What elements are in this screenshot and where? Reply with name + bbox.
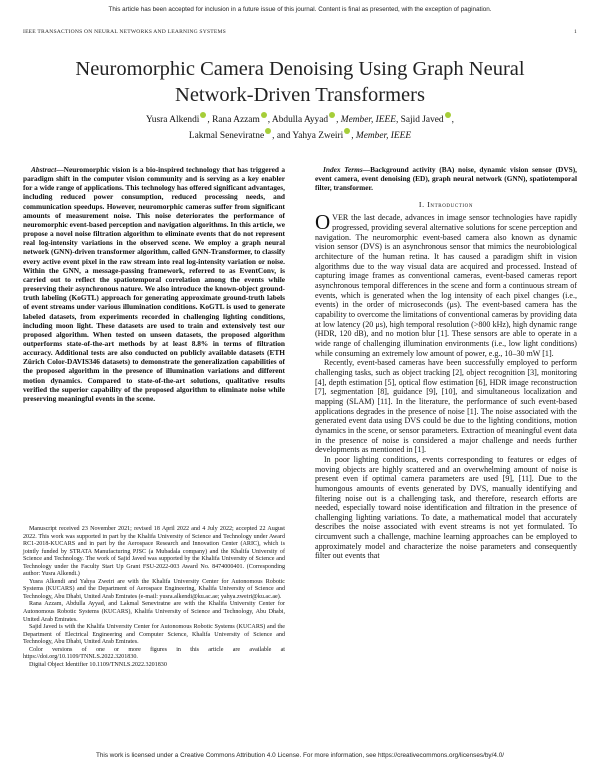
orcid-icon[interactable] <box>344 128 350 134</box>
acceptance-notice: This article has been accepted for inclusion in a future issue of this journal. Content is final as presented, with the exception of pagination. <box>108 6 492 13</box>
index-terms-text: Background activity (BA) noise, dynamic vision sensor (DVS), event camera, event denoising (ED), graph neural network (GNN), spatiotemporal filter, transformer. <box>315 165 577 193</box>
author-role: Member, IEEE <box>355 131 412 142</box>
intro-paragraph: In poor lighting conditions, events corresponding to features or edges of moving objects are highly scattered and an overwhelming amount of noise is present even if optimal camera parameters are used [9], [11]. Due to the humongous amounts of events generated by DVS, manually identifying and filtering noise out is a challenging task, and therefore, research efforts are needed, especially toward noise identification and filtration in the presence of challenging lighting variations. To date, a mathematical model that accurately describes the noise associated with event streams is not yet formulated. To circumvent such a challenge, machine learning approaches can be employed to approximately model and characterize the noise parameters and consequently filter out events that <box>315 454 577 561</box>
footnotes <box>23 526 285 669</box>
footnote: Rana Azzam, Abdulla Ayyad, and Lakmal Seneviratne are with the Khalifa University Center for Autonomous Robotic Systems (KUCARS), Khalifa University of Science and Technology, Abu Dhabi, United Arab Emirates. <box>23 601 285 623</box>
drop-cap: O <box>315 210 331 235</box>
footnote: Digital Object Identifier 10.1109/TNNLS.2022.3201830 <box>29 661 167 668</box>
paper-title: Neuromorphic Camera Denoising Using Graph Neural Network-Driven Transformers <box>75 58 525 106</box>
author-role: Member, IEEE <box>340 115 396 126</box>
left-column <box>23 165 285 403</box>
index-terms-label: Index Terms <box>323 165 363 174</box>
footnote: Yusra Alkendi and Yahya Zweiri are with the Khalifa University Center for Autonomous Robotic Systems (KUCARS) and the Department of Aerospace Engineering, Khalifa University of Science and Technology, Abu Dhabi, United Arab Emirates (e-mail: yusra.alkendi@ku.ac.ae; yahya.zweiri@ku.ac.ae). <box>23 578 285 600</box>
footnote: Manuscript received 23 November 2021; revised 18 April 2022 and 4 July 2022; accepted 22 August 2022. This work was supported in part by the Khalifa University of Science and Technology under Award RC1-2018-KUCARS and in part by the Aerospace Research and Innovation Center (ARIC), which is jointly funded by STRATA Manufacturing PJSC (a Mubadala company) and the Khalifa University of Science and Technology. The work of Sajid Javed was supported by the Khalifa University of Science and Technology under the Faculty Start Up Grant FSU-2022-003 Award No. 8474000401. (Corresponding author: Yusra Alkendi.) <box>23 526 285 578</box>
author-list: Yusra Alkendi , Rana Azzam , Abdulla Ayyad , Member, IEEE, Sajid Javed , Lakmal Seneviratne , and Yahya Zweiri , Member, IEEE <box>40 112 560 144</box>
license-footer: This work is licensed under a Creative Commons Attribution 4.0 License. For more information, see https://creativecommons.org/licenses/by/4.0/ <box>95 752 505 759</box>
footnote: Color versions of one or more figures in this article are available at https://doi.org/10.1109/TNNLS.2022.3201830. <box>23 646 285 661</box>
orcid-icon[interactable] <box>265 128 271 134</box>
orcid-icon[interactable] <box>445 112 451 118</box>
orcid-icon[interactable] <box>261 112 267 118</box>
author-name: Yahya Zweiri <box>292 131 344 142</box>
author-name: Sajid Javed <box>400 115 444 126</box>
journal-name: IEEE TRANSACTIONS ON NEURAL NETWORKS AND LEARNING SYSTEMS <box>23 29 226 35</box>
orcid-icon[interactable] <box>200 112 206 118</box>
index-terms: Index Terms—Background activity (BA) noise, dynamic vision sensor (DVS), event camera, event denoising (ED), graph neural network (GNN), spatiotemporal filter, transformer. <box>315 165 577 193</box>
author-conjunction: and <box>276 131 291 142</box>
author-name: Rana Azzam <box>212 115 260 126</box>
introduction-body <box>315 210 577 561</box>
section-number: I. <box>418 200 425 210</box>
author-name: Abdulla Ayyad <box>271 115 329 126</box>
abstract-text: Neuromorphic vision is a bio-inspired technology that has triggered a paradigm shift in the computer vision community and is serving as a key enabler for a wide range of applications. This technology has offered significant advantages, including reduced power consumption, reduced processing needs, and communication speedups. However, neuromorphic cameras suffer from significant amounts of measurement noise. This noise deteriorates the performance of neuromorphic event-based perception and navigation algorithms. In this article, we propose a novel noise filtration algorithm to eliminate events that do not represent real log-intensity variations in the observed scene. We employ a graph neural network (GNN)-driven transformer algorithm, called GNN-Transformer, to classify every active event pixel in the raw stream into real log-intensity variation or noise. Within the GNN, a message-passing framework, referred to as EventConv, is carried out to reflect the spatiotemporal correlation among the events while preserving their asynchronous nature. We also introduce the known-object ground-truth labeling (KoGTL) approach for generating approximate ground-truth labels of event streams under various illumination conditions. KoGTL is used to generate labeled datasets, from experiments recorded in challenging lighting conditions, including moon light. These datasets are used to train and extensively test our proposed algorithm. When tested on unseen datasets, the proposed algorithm outperforms state-of-the-art methods by at least 8.8% in terms of filtration accuracy. Additional tests are also conducted on publicly available datasets (ETH Zürich Color-DAVIS346 datasets) to demonstrate the generalization capabilities of the proposed algorithm in the presence of illumination variations and different motion dynamics. Compared to state-of-the-art solutions, qualitative results verified the superior capability of the proposed algorithm to eliminate noise while preserving meaningful events in the scene. <box>23 165 285 403</box>
page-number: 1 <box>574 29 577 35</box>
footnote: Sajid Javed is with the Khalifa University Center for Autonomous Robotic Systems (KUCARS) and the Department of Electrical Engineering and Computer Science, Khalifa University of Science and Technology, Abu Dhabi, United Arab Emirates. <box>23 624 285 646</box>
abstract-label: Abstract <box>31 165 57 174</box>
running-head <box>23 29 577 35</box>
abstract: Abstract—Neuromorphic vision is a bio-inspired technology that has triggered a paradigm shift in the computer vision community and is serving as a key enabler for a wide range of applications. This technology has offered significant advantages, including reduced power consumption, reduced processing needs, and communication speedups. However, neuromorphic cameras suffer from significant amounts of measurement noise. This noise deteriorates the performance of neuromorphic event-based perception and navigation algorithms. In this article, we propose a novel noise filtration algorithm to eliminate events that do not represent real log-intensity variations in the observed scene. We employ a graph neural network (GNN)-driven transformer algorithm, called GNN-Transformer, to classify every active event pixel in the raw stream into real log-intensity variation or noise. Within the GNN, a message-passing framework, referred to as EventConv, is carried out to reflect the spatiotemporal correlation among the events while preserving their asynchronous nature. We also introduce the known-object ground-truth labeling (KoGTL) approach for generating approximate ground-truth labels of event streams under various illumination conditions. KoGTL is used to generate labeled datasets, from experiments recorded in challenging lighting conditions, including moon light. These datasets are used to train and extensively test our proposed algorithm. When tested on unseen datasets, the proposed algorithm outperforms state-of-the-art methods by at least 8.8% in terms of filtration accuracy. Additional tests are also conducted on publicly available datasets (ETH Zürich Color-DAVIS346 datasets) to demonstrate the generalization capabilities of the proposed algorithm in the presence of illumination variations and different motion dynamics. Compared to state-of-the-art solutions, qualitative results verified the superior capability of the proposed algorithm to eliminate noise while preserving meaningful events in the scene. <box>23 165 285 403</box>
intro-paragraph <box>315 210 577 358</box>
section-heading <box>315 200 577 209</box>
orcid-icon[interactable] <box>329 112 335 118</box>
section-title: Introduction <box>427 200 474 210</box>
intro-paragraph: Recently, event-based cameras have been successfully employed to perform challenging tasks, such as object tracking [2], object recognition [3], monitoring [4], depth estimation [5], optical flow estimation [6], HDR image reconstruction [7], segmentation [8], guidance [9], [10], and simultaneous localization and mapping (SLAM) [11]. In the literature, the performance of such event-based applications degrades in the presence of noise [1]. The noise associated with the generated event data using DVS could be due to the lighting conditions, motion dynamics in the scene, or sensor parameters. Extraction of meaningful event data in the presence of noise is considered a major challenge and needs further developments as mentioned in [1]. <box>315 358 577 455</box>
author-name: Yusra Alkendi <box>146 115 200 126</box>
right-column <box>315 165 577 561</box>
author-name: Lakmal Seneviratne <box>188 131 265 142</box>
intro-paragraph-text: VER the last decade, advances in image sensor technologies have rapidly progressed, providing several alternative solutions for scene perception and navigation. The neuromorphic event-based camera also known as dynamic vision sensor (DVS) is an asynchronous sensor that mimics the neurobiological architecture of the human retina. It has caused a paradigm shift in vision algorithms due to the way visual data are acquired and processed. Instead of capturing image frames as conventional cameras, event-based cameras report asynchronous temporal differences in the scene and form a continuous stream of events, which is generated when the log intensity of each pixel changes (i.e., events) in the order of microseconds (μs). The event-based camera has the capability to overcome the limitations of conventional cameras by providing data at low latency (20 μs), high temporal resolution (>800 kHz), high dynamic range (HDR, 120 dB), and no motion blur [1]. These sensors are able to operate in a wide range of challenging illumination environments (i.e., low light conditions) while consuming an extremely low amount of power, e.g., 10–30 mW [1]. <box>315 213 577 358</box>
